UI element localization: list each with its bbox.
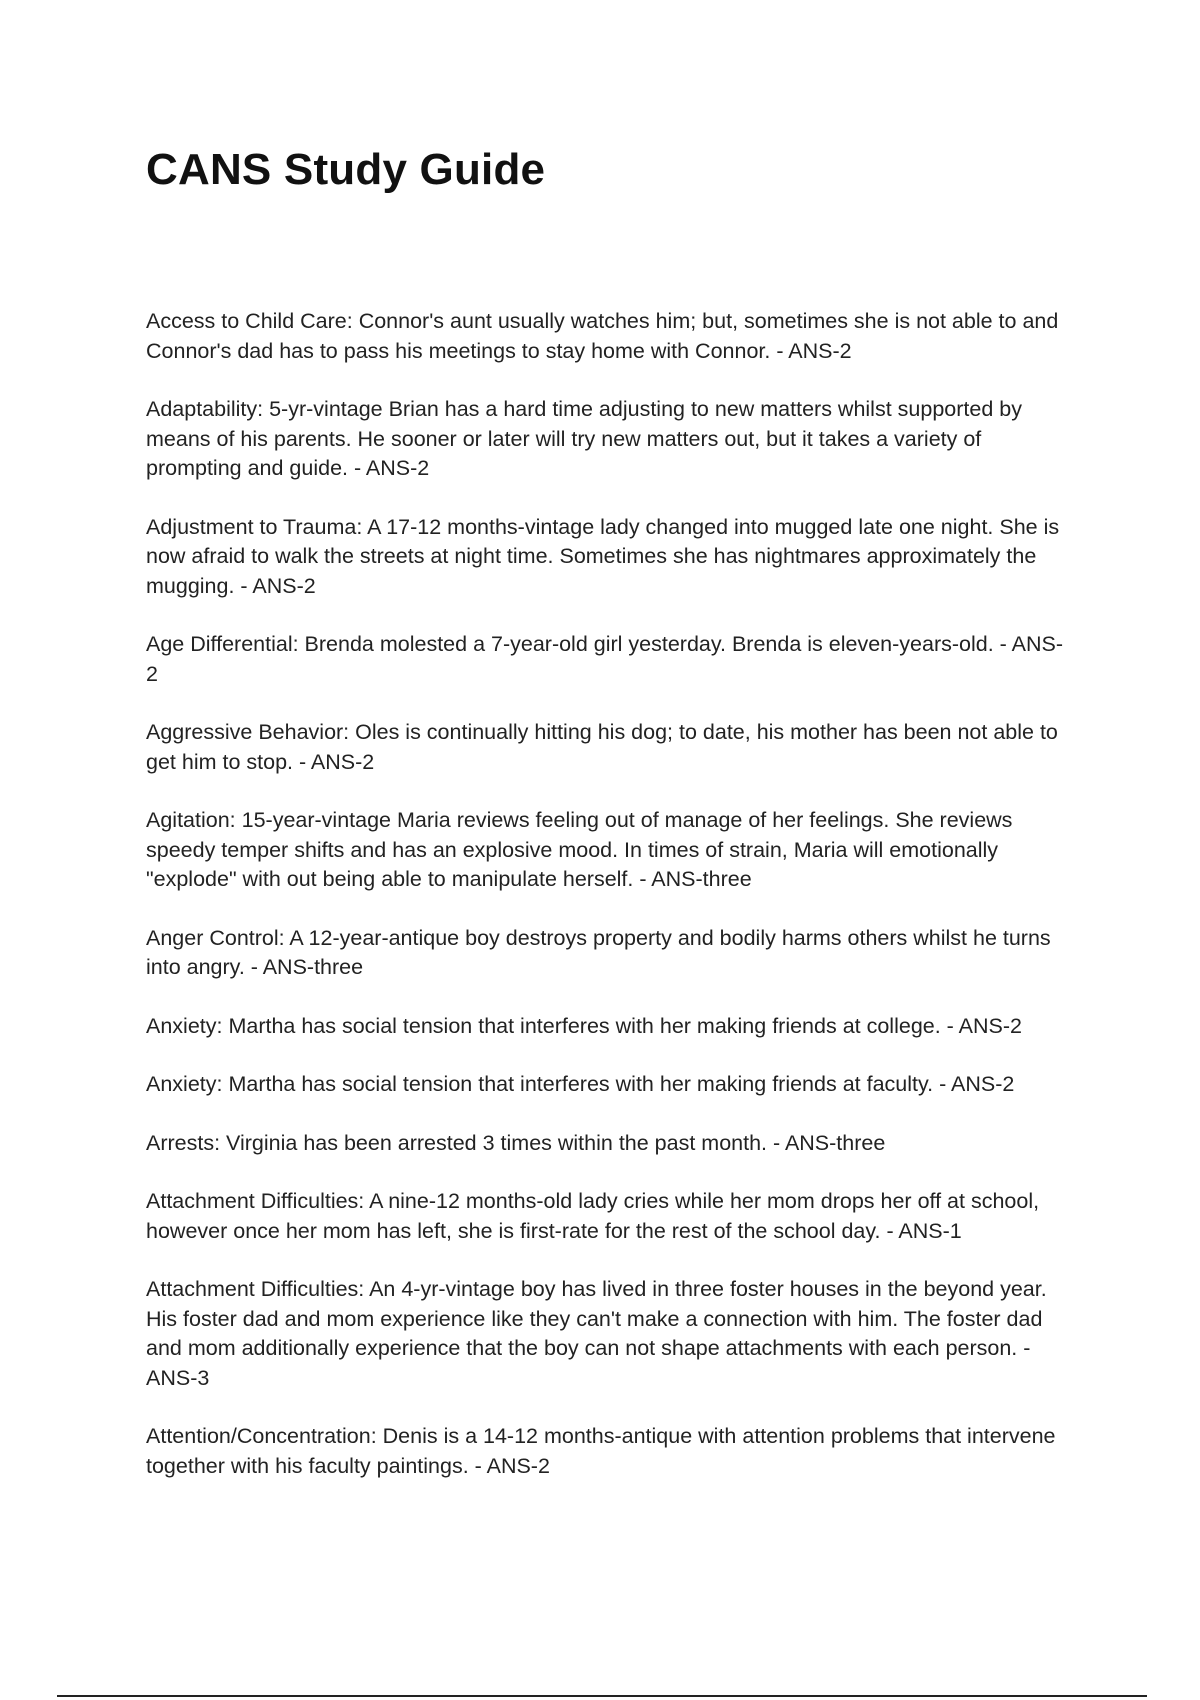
entry-agitation: Agitation: 15-year-vintage Maria reviews feeling out of manage of her feelings. She reviews speedy temper shifts and has an explosive mood. In times of strain, Maria will emotionally "explode" with out being able to manipulate herself. - ANS-three [146, 808, 1013, 891]
entry-anger-control: Anger Control: A 12-year-antique boy destroys property and bodily harms others whilst he turns into angry. - ANS-three [146, 925, 1051, 979]
entry-aggressive-behavior: Aggressive Behavior: Oles is continually hitting his dog; to date, his mother has been not able to get him to stop. - ANS-2 [146, 720, 1058, 774]
entry-age-differential: Age Differential: Brenda molested a 7-year-old girl yesterday. Brenda is eleven-years-old. - ANS-2 [146, 632, 1063, 686]
study-entries-list [146, 307, 1066, 1510]
entry-anxiety-college: Anxiety: Martha has social tension that interferes with her making friends at college. - ANS-2 [146, 1013, 1022, 1038]
entry-adjustment-to-trauma: Adjustment to Trauma: A 17-12 months-vintage lady changed into mugged late one night. She is now afraid to walk the streets at night time. Sometimes she has nightmares approximately the mugging. - ANS-2 [146, 514, 1060, 598]
entry-attachment-difficulties-foster: Attachment Difficulties: An 4-yr-vintage boy has lived in three foster houses in the beyond year. His foster dad and mom experience like they can't make a connection with him. The foster dad and mom additionally experience that the boy can not shape attachments with each person. - ANS-3 [146, 1277, 1047, 1390]
entry-access-to-child-care: Access to Child Care: Connor's aunt usually watches him; but, sometimes she is not able to and Connor's dad has to pass his meetings to stay home with Connor. - ANS-2 [146, 309, 1059, 363]
page-title: CANS Study Guide [146, 145, 546, 194]
entry-arrests: Arrests: Virginia has been arrested 3 times within the past month. - ANS-three [146, 1130, 886, 1155]
entry-anxiety-faculty: Anxiety: Martha has social tension that interferes with her making friends at faculty. - ANS-2 [146, 1072, 1015, 1096]
entry-adaptability: Adaptability: 5-yr-vintage Brian has a hard time adjusting to new matters whilst supported by means of his parents. He sooner or later will try new matters out, but it takes a variety of prompting and guide. - ANS-2 [146, 397, 1022, 480]
entry-attention-concentration: Attention/Concentration: Denis is a 14-12 months-antique with attention problems that intervene together with his faculty paintings. - ANS-2 [146, 1424, 1056, 1478]
footer-divider [57, 1695, 1147, 1697]
entry-attachment-difficulties-school: Attachment Difficulties: A nine-12 months-old lady cries while her mom drops her off at school, however once her mom has left, she is first-rate for the rest of the school day. - ANS-1 [146, 1189, 1040, 1243]
